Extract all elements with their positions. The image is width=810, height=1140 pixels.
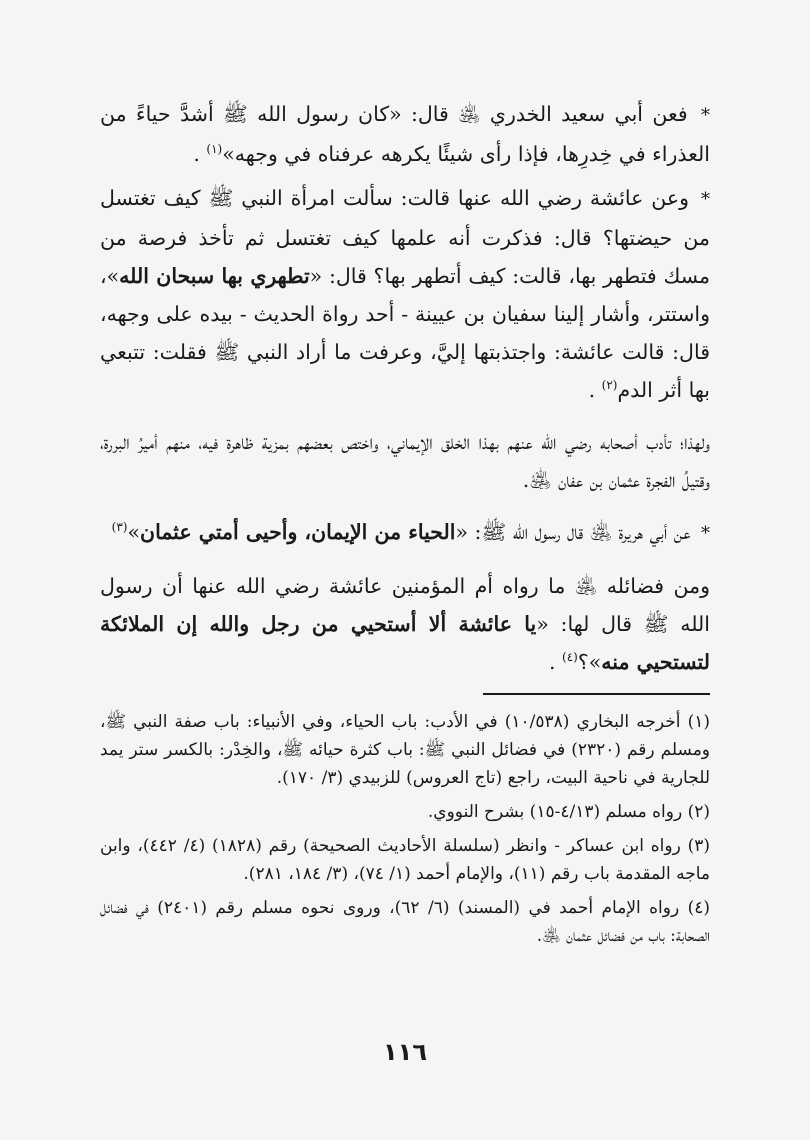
asterisk-marker: *: [701, 189, 710, 210]
footnote-ref-3: (٣): [111, 520, 128, 535]
paragraph-5: [100, 567, 710, 681]
paragraph-text-cont: »، واستتر، وأشار إلينا سفيان بن عيينة - أحد رواة الحديث - بيده على وجهه، قال: قالت عائشة: واجتذبتها إليَّ، وعرفت ما أراد النبي ﷺ فقلت: تتبعي بها أثر الدم: [100, 264, 710, 402]
paragraph-4: [100, 513, 710, 553]
footnote-3: (٣) رواه ابن عساكر - وانظر (سلسلة الأحاديث الصحيحة) رقم (١٨٢٨) (٤/ ٤٤٢)، وابن ماجه المقدمة باب رقم (١١)، والإمام أحمد (١/ ٧٤)، (٣/ ١٨٤، ٢٨١).: [100, 836, 710, 884]
paragraph-2: [100, 179, 710, 409]
paragraph-text: ولهذا؛ تأدب أصحابه رضي الله عنهم بهذا الخلق الإيماني، واختص بعضهم بمزية ظاهرة فيه، منهم أميرُ البررة، وقتيلُ الفجرة عثمان بن عفان ﵁.: [100, 430, 710, 492]
page-number: ١١٦: [383, 1038, 427, 1066]
paragraph-1: [100, 95, 710, 173]
paragraph-text: عن أبي هريرة ﵁ قال رسول الله ﷺ: «: [455, 520, 691, 544]
asterisk-marker: *: [700, 105, 710, 126]
asterisk-marker: *: [701, 523, 710, 544]
paragraph-text: فعن أبي سعيد الخدري ﵁ قال: «كان رسول الله ﷺ أشدَّ حياءً من العذراء في خِدرِها، فإذا رأى شيئًا يكرهه عرفناه في وجهه»: [100, 102, 710, 166]
hadith-bold-text: يا عائشة ألا أستحيي من رجل والله إن الملائكة لتستحيي منه: [100, 612, 710, 674]
hadith-bold-text: تطهري بها سبحان الله: [119, 264, 310, 288]
paragraph-text-cont: »: [127, 520, 141, 544]
paragraph-end: .: [548, 650, 556, 674]
footnote-1: (١) أخرجه البخاري (١٠/٥٣٨) في الأدب: باب الحياء، وفي الأنبياء: باب صفة النبي ﷺ، ومسلم رقم (٢٣٢٠) في فضائل النبي ﷺ: باب كثرة حيائه ﷺ، والخِدْر: بالكسر ستر يمد للجارية في ناحية البيت، راجع (تاج العروس) للزبيدي (٣/ ١٧٠).: [100, 712, 711, 788]
main-text: [100, 95, 710, 681]
footnote-ref-4: (٤): [562, 650, 578, 665]
hadith-bold-text: الحياء من الإيمان، وأحيى أمتي عثمان: [140, 520, 456, 544]
paragraph-3: [100, 423, 710, 499]
paragraph-text: ومن فضائله ﵁ ما رواه أم المؤمنين عائشة رضي الله عنها أن رسول الله ﷺ قال لها: «: [100, 574, 710, 636]
footnote-4: (٤) رواه الإمام أحمد في (المسند) (٦/ ٦٢)، وروى نحوه مسلم رقم (٢٤٠١) في فضائل الصحابة: باب من فضائل عثمان ﵁.: [100, 898, 710, 946]
paragraph-text-cont: »؟: [577, 650, 602, 674]
footnote-ref-2: (٢): [601, 378, 618, 393]
paragraph-text: وعن عائشة رضي الله عنها قالت: سألت امرأة النبي ﷺ كيف تغتسل من حيضتها؟ قال: فذكرت أنه علمها كيف تغتسل ثم تأخذ فرصة من مسك فتطهر بها، قالت: كيف أتطهر بها؟ قال: «: [100, 186, 710, 288]
footnote-2: (٢) رواه مسلم (٤/١٣-١٥) بشرح النووي.: [427, 802, 710, 822]
footnote-ref-1: (١): [206, 142, 223, 157]
footnotes: [100, 708, 710, 956]
footnote-divider: [483, 693, 710, 695]
paragraph-end: .: [588, 378, 596, 402]
paragraph-end: .: [193, 142, 200, 166]
